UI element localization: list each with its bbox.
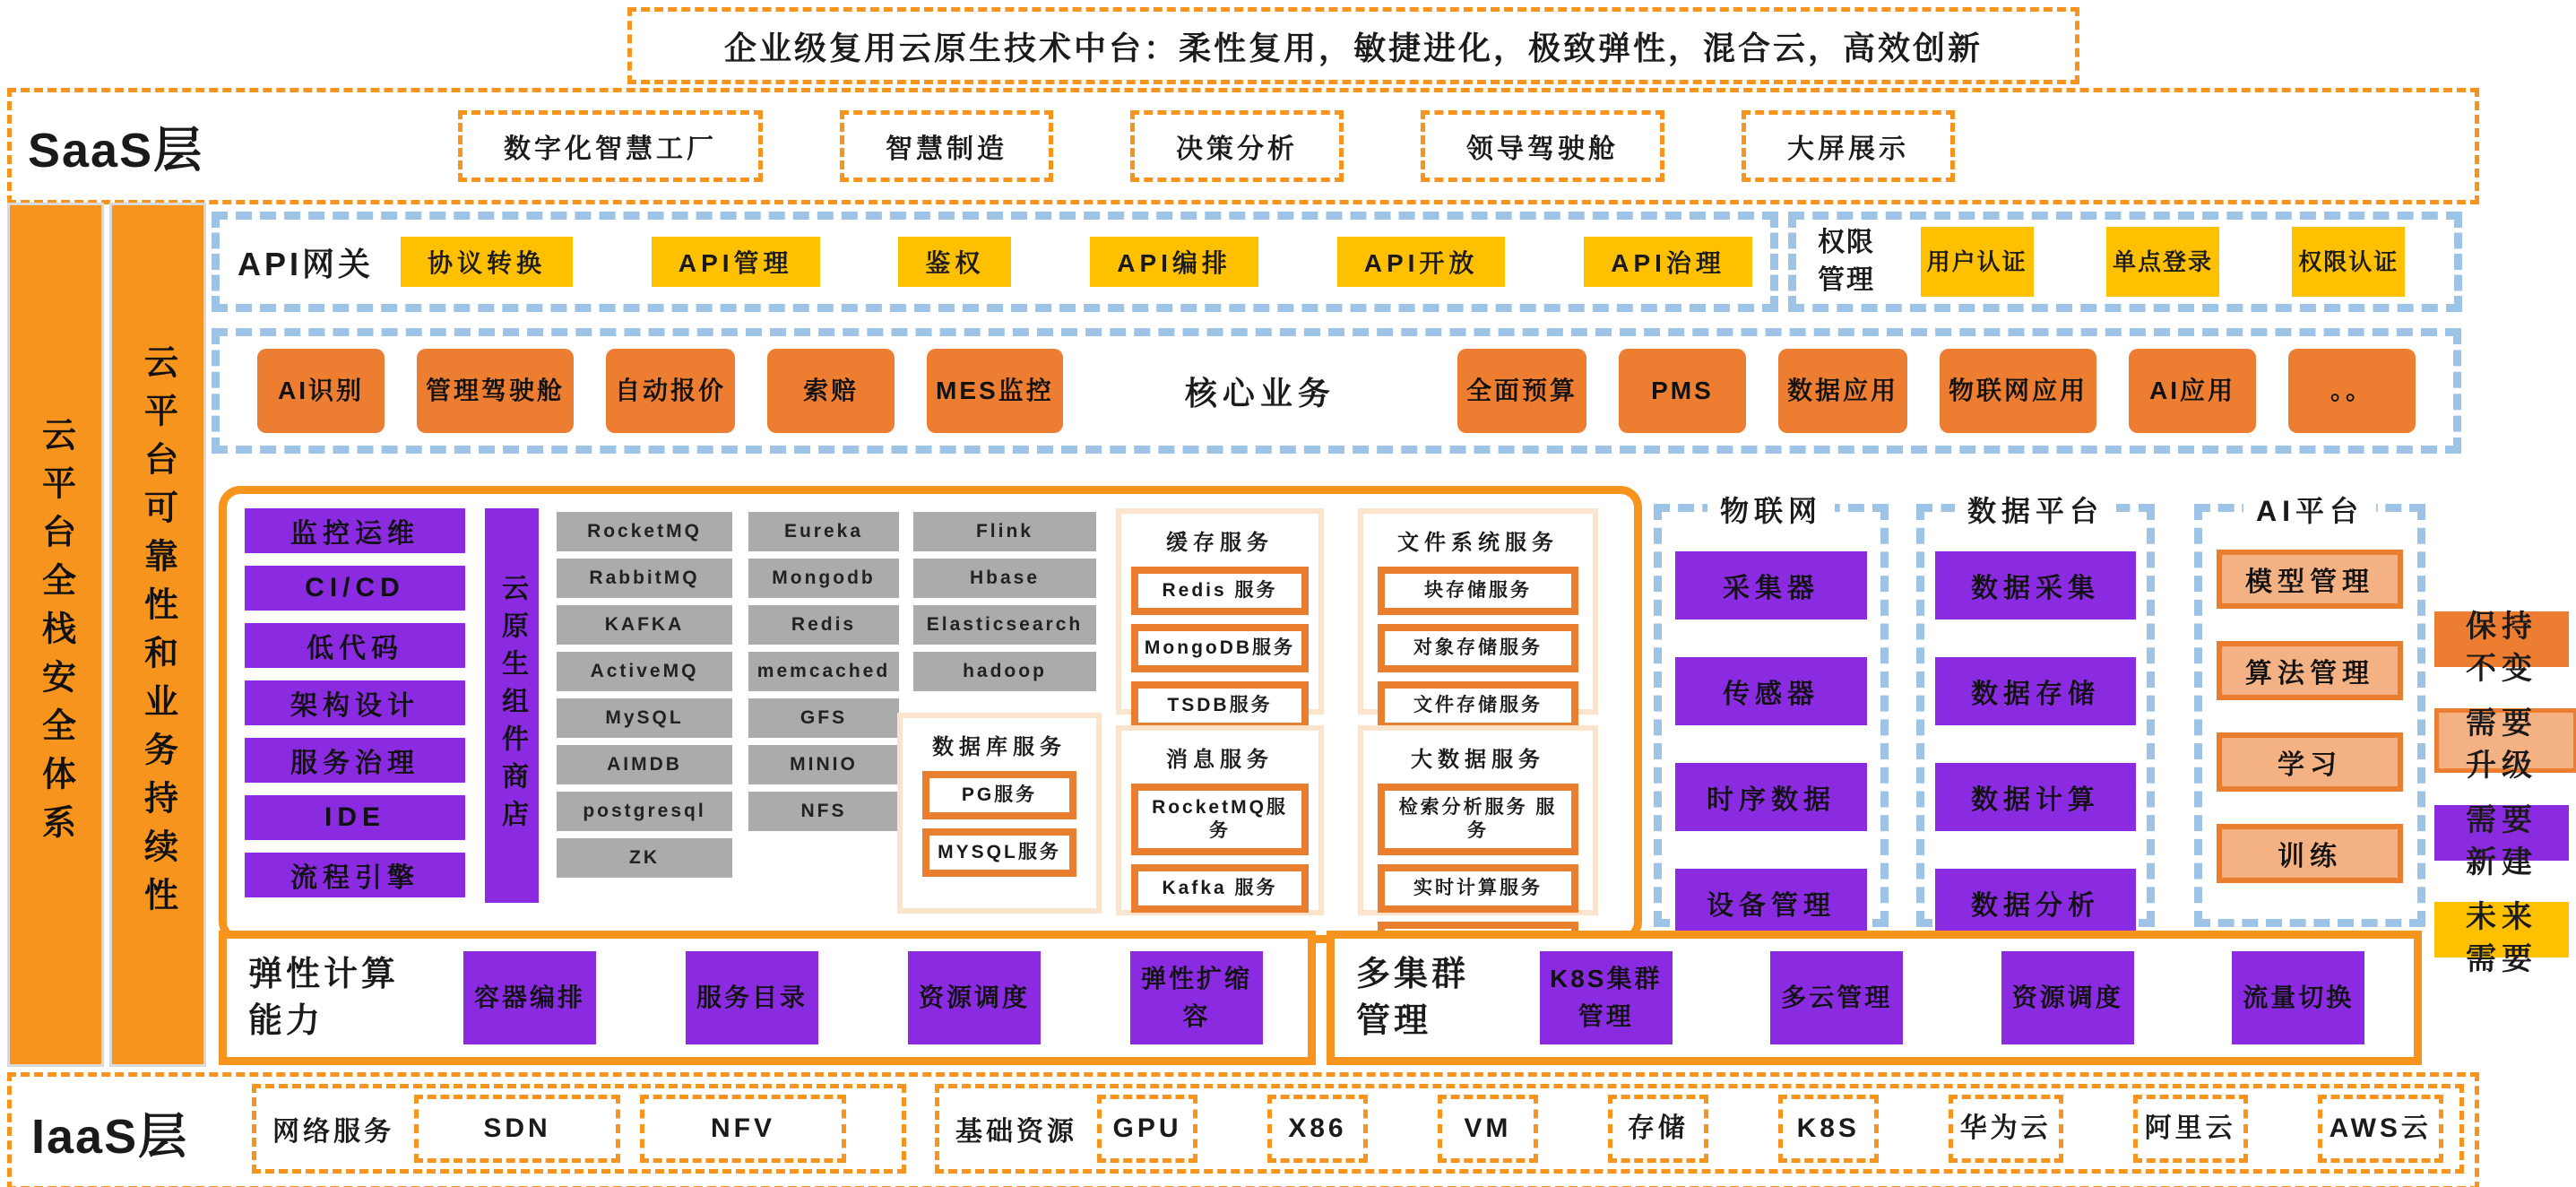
capability-label: 流程引擎 [290, 863, 419, 893]
service-label: PG服务 [961, 784, 1038, 805]
service-box [1378, 864, 1578, 913]
data-platform-feature-box [1935, 763, 2136, 831]
platform-capability-items [245, 508, 465, 897]
api-feature-box [1337, 237, 1506, 287]
data-platform-feature-label: 数据计算 [1971, 785, 2100, 815]
middleware-box [557, 652, 732, 691]
service-label: 检索分析服务 服务 [1398, 797, 1558, 841]
basic-resource-box-label: K8S [1796, 1113, 1860, 1143]
legend-item-label: 需要升级 [2466, 706, 2537, 783]
permission-section [1788, 212, 2462, 312]
legend-item [2434, 703, 2569, 800]
capability-box [245, 508, 465, 553]
capability-box [245, 853, 465, 897]
basic-resource-box-label: GPU [1112, 1113, 1182, 1143]
ai-feature-label: 训练 [2278, 842, 2342, 871]
multi-cluster-box [2001, 951, 2134, 1044]
ai-feature-box [2217, 641, 2403, 700]
api-feature-box [1584, 237, 1752, 287]
capability-label: 架构设计 [290, 691, 419, 721]
permission-items [1884, 227, 2442, 297]
middleware-box [557, 698, 732, 738]
core-business-box-label: 管理驾驶舱 [426, 377, 566, 404]
middleware-box [557, 838, 732, 878]
middleware-label: RocketMQ [587, 521, 702, 542]
api-gateway-section [212, 212, 1778, 312]
middleware-box [913, 559, 1096, 598]
multi-cluster-box-label: K8S集群管理 [1550, 965, 1663, 1030]
core-business-box [606, 349, 735, 433]
core-business-box [1457, 349, 1586, 433]
basic-resource-box [1778, 1095, 1879, 1163]
core-business-box-label: 自动报价 [615, 377, 727, 404]
capability-label: IDE [324, 802, 385, 832]
permission-feature-box [1921, 227, 2034, 297]
service-label: 文件存储服务 [1413, 695, 1543, 715]
core-business-right-items [1457, 349, 2416, 433]
permission-label: 权限管理 [1818, 228, 1875, 295]
service-box [1131, 624, 1309, 672]
saas-app-box [458, 110, 763, 182]
middleware-column-3 [913, 512, 1096, 691]
middleware-label: RabbitMQ [589, 568, 700, 588]
middleware-label: NFS [800, 801, 847, 821]
middleware-label: Hbase [969, 568, 1041, 588]
api-feature-label: API开放 [1363, 249, 1479, 277]
api-feature-label: 鉴权 [925, 249, 985, 277]
reliability-bar: 云平台可靠性和业务持续性 [109, 203, 206, 1067]
api-gateway-label: API网关 [238, 245, 375, 282]
network-resource-label: SDN [483, 1113, 551, 1143]
middleware-box [748, 792, 899, 831]
service-label: Kafka 服务 [1162, 878, 1278, 898]
ai-feature-label: 学习 [2278, 750, 2342, 780]
bigdata-service-group [1358, 725, 1598, 915]
ai-feature-box [2217, 550, 2403, 609]
data-platform-title: 数据平台 [1955, 489, 2116, 530]
saas-app-label: 领导驾驶舱 [1466, 134, 1619, 164]
api-feature-label: API治理 [1611, 249, 1725, 277]
basic-resource-box-label: VM [1464, 1113, 1512, 1143]
legend-item-label: 需要新建 [2466, 803, 2537, 879]
middleware-column-2 [748, 512, 899, 831]
middleware-box [557, 605, 732, 645]
permission-feature-box [2292, 227, 2405, 297]
service-box [1378, 784, 1578, 855]
middleware-column-1 [557, 512, 732, 878]
multi-cluster-box [2232, 951, 2364, 1044]
saas-app-box [1421, 110, 1664, 182]
ai-feature-label: 算法管理 [2245, 659, 2374, 689]
cache-service-group [1116, 508, 1324, 715]
data-platform-feature-box [1935, 551, 2136, 619]
bigdata-service-title: 大数据服务 [1411, 748, 1545, 772]
diagram-title-box [627, 7, 2079, 84]
middleware-label: ActiveMQ [590, 661, 699, 681]
permission-feature-box [2106, 227, 2219, 297]
core-business-box [2288, 349, 2416, 433]
ai-feature-box [2217, 732, 2403, 792]
filesystem-service-title: 文件系统服务 [1397, 531, 1559, 555]
middleware-label: memcached [756, 661, 891, 681]
core-business-box [2129, 349, 2256, 433]
service-box [1131, 784, 1309, 855]
core-business-box-label: 全面预算 [1465, 377, 1578, 404]
basic-resource-box [2133, 1095, 2248, 1163]
ai-feature-box [2217, 824, 2403, 883]
component-store-vertical-label: 云原生组件商店 [485, 508, 539, 903]
network-service-group [252, 1084, 906, 1174]
middleware-box [748, 745, 899, 784]
middleware-label: Mongodb [772, 568, 876, 588]
core-business-box [767, 349, 895, 433]
iot-feature-label: 传感器 [1723, 680, 1820, 709]
basic-resource-box-label: 华为云 [1959, 1113, 2052, 1143]
service-label: 块存储服务 [1424, 580, 1532, 601]
service-label: MYSQL服务 [938, 842, 1061, 862]
core-business-box-label: 索赔 [803, 377, 860, 404]
core-business-box [417, 349, 574, 433]
iaas-layer [7, 1072, 2479, 1187]
api-feature-box [1090, 237, 1258, 287]
capability-label: 低代码 [307, 634, 403, 663]
iot-feature-box [1675, 551, 1867, 619]
elastic-compute-box [908, 951, 1041, 1044]
service-box [1131, 567, 1309, 615]
legend-item-label: 未来需要 [2466, 900, 2537, 976]
service-box [1131, 864, 1309, 913]
middleware-label: GFS [800, 707, 848, 728]
core-business-label: 核心业务 [1184, 374, 1336, 412]
middleware-label: AIMDB [607, 754, 682, 775]
service-label: TSDB服务 [1167, 695, 1273, 715]
ai-platform-panel [2194, 495, 2425, 927]
basic-resource-group [935, 1084, 2464, 1174]
basic-resource-box-label: 阿里云 [2144, 1113, 2236, 1143]
saas-apps [458, 110, 1955, 182]
service-box [1378, 567, 1578, 615]
service-box [1378, 681, 1578, 730]
diagram-title: 企业级复用云原生技术中台：柔性复用，敏捷进化，极致弹性，混合云，高效创新 [723, 29, 1983, 66]
service-box [1378, 624, 1578, 672]
service-box [922, 771, 1076, 819]
service-box [922, 828, 1076, 877]
middleware-box [913, 512, 1096, 551]
capability-box [245, 795, 465, 840]
message-service-title: 消息服务 [1166, 748, 1274, 772]
core-business-box-label: AI识别 [277, 377, 364, 404]
basic-resource-box [1267, 1095, 1368, 1163]
middleware-box [748, 605, 899, 645]
middleware-box [557, 559, 732, 598]
saas-app-label: 大屏展示 [1787, 134, 1909, 164]
multi-cluster-box-label: 流量切换 [2243, 983, 2355, 1011]
basic-resource-label: 基础资源 [955, 1117, 1077, 1147]
capability-box [245, 680, 465, 725]
core-business-box [927, 349, 1063, 433]
api-feature-label: API管理 [678, 249, 793, 277]
iot-feature-box [1675, 657, 1867, 725]
core-business-box [1619, 349, 1746, 433]
multi-cluster-box-label: 资源调度 [2011, 983, 2123, 1011]
ai-feature-label: 模型管理 [2245, 568, 2374, 597]
core-business-box-label: MES监控 [936, 377, 1054, 404]
legend-item [2434, 800, 2569, 897]
saas-layer-label: SaaS层 [28, 123, 204, 178]
core-business-box-label: PMS [1651, 377, 1714, 404]
iaas-layer-label: IaaS层 [31, 1110, 189, 1164]
elastic-compute-box-label: 服务目录 [696, 983, 808, 1011]
api-feature-box [898, 237, 1011, 287]
iot-platform-title: 物联网 [1707, 489, 1835, 530]
database-service-group [897, 713, 1102, 914]
permission-feature-label: 单点登录 [2112, 248, 2213, 275]
core-business-box [1778, 349, 1907, 433]
saas-app-box [840, 110, 1053, 182]
basic-resource-box [1097, 1095, 1197, 1163]
core-business-box [257, 349, 385, 433]
basic-resource-box [1438, 1095, 1538, 1163]
permission-feature-label: 用户认证 [1926, 248, 2027, 275]
ai-platform-title: AI平台 [2243, 489, 2376, 530]
iot-feature-label: 设备管理 [1707, 891, 1836, 921]
middleware-box [557, 792, 732, 831]
elastic-compute-box-label: 容器编排 [473, 983, 585, 1011]
message-service-group [1116, 725, 1324, 915]
elastic-compute-box-label: 资源调度 [918, 983, 1030, 1011]
basic-resource-box [2318, 1095, 2443, 1163]
middleware-box [748, 698, 899, 738]
elastic-compute-box [463, 951, 596, 1044]
saas-layer [7, 88, 2479, 204]
data-platform-feature-label: 数据分析 [1971, 891, 2100, 921]
middleware-label: hadoop [963, 661, 1047, 681]
network-resource-box [414, 1095, 620, 1163]
capability-box [245, 738, 465, 783]
middleware-label: postgresql [583, 801, 706, 821]
legend-item [2434, 606, 2569, 703]
service-box [1131, 681, 1309, 730]
core-business-box-label: AI应用 [2148, 377, 2235, 404]
middleware-label: Eureka [783, 521, 864, 542]
service-label: RocketMQ服务 [1152, 797, 1288, 841]
multi-cluster-label: 多集群管理 [1356, 956, 1470, 1040]
elastic-compute-label: 弹性计算能力 [248, 956, 400, 1040]
elastic-compute-box [1130, 951, 1263, 1044]
middleware-box [748, 559, 899, 598]
core-business-box-label: 物联网应用 [1948, 377, 2088, 404]
network-resource-box [640, 1095, 846, 1163]
legend-item [2434, 897, 2569, 993]
basic-resource-box [1949, 1095, 2063, 1163]
elastic-compute-box-label: 弹性扩缩容 [1140, 965, 1252, 1030]
saas-app-label: 智慧制造 [886, 134, 1007, 164]
middleware-box [913, 605, 1096, 645]
filesystem-service-group [1358, 508, 1598, 715]
middleware-label: MINIO [790, 754, 858, 775]
core-business-box [1940, 349, 2096, 433]
multi-cluster-box [1540, 951, 1673, 1044]
service-label: Redis 服务 [1162, 580, 1278, 601]
network-resource-label: NFV [711, 1113, 775, 1143]
iot-feature-label: 采集器 [1723, 574, 1820, 603]
legend-item-label: 保持不变 [2466, 610, 2537, 686]
permission-feature-label: 权限认证 [2298, 248, 2399, 275]
iot-feature-box [1675, 869, 1867, 937]
middleware-label: KAFKA [604, 614, 685, 635]
middleware-box [748, 652, 899, 691]
component-store-section [219, 486, 1642, 943]
api-feature-box [652, 237, 820, 287]
core-business-box-label: 。。 [2330, 377, 2373, 404]
saas-app-label: 数字化智慧工厂 [504, 134, 717, 164]
security-system-bar: 云平台全栈安全体系 [7, 203, 104, 1067]
middleware-label: Flink [975, 521, 1033, 542]
middleware-label: Redis [791, 614, 857, 635]
middleware-box [748, 512, 899, 551]
basic-resource-box-label: AWS云 [2329, 1113, 2432, 1143]
data-platform-feature-label: 数据存储 [1971, 680, 2100, 709]
middleware-label: ZK [629, 847, 660, 868]
service-label: 实时计算服务 [1413, 878, 1543, 898]
saas-app-box [1742, 110, 1955, 182]
middleware-label: Elasticsearch [926, 614, 1084, 635]
capability-label: CI/CD [305, 573, 405, 602]
data-platform-panel [1916, 495, 2155, 927]
basic-resource-box-label: X86 [1288, 1113, 1347, 1143]
core-business-section [212, 328, 2461, 454]
service-label: 对象存储服务 [1413, 637, 1543, 658]
middleware-label: MySQL [605, 707, 684, 728]
data-platform-feature-box [1935, 869, 2136, 937]
basic-resource-box [1608, 1095, 1708, 1163]
cache-service-title: 缓存服务 [1166, 531, 1274, 555]
capability-box [245, 623, 465, 668]
api-feature-label: 协议转换 [428, 249, 547, 277]
elastic-compute-box [686, 951, 818, 1044]
capability-box [245, 566, 465, 611]
network-service-label: 网络服务 [272, 1117, 394, 1147]
data-platform-feature-label: 数据采集 [1971, 574, 2100, 603]
database-service-title: 数据库服务 [932, 735, 1067, 759]
multi-cluster-box [1770, 951, 1903, 1044]
capability-label: 监控运维 [290, 519, 419, 549]
elastic-compute-section [219, 931, 1316, 1065]
service-label: MongoDB服务 [1144, 637, 1296, 658]
api-feature-box [401, 237, 573, 287]
api-feature-label: API编排 [1117, 249, 1232, 277]
multi-cluster-section [1327, 931, 2422, 1065]
core-business-box-label: 数据应用 [1786, 377, 1898, 404]
capability-label: 服务治理 [290, 749, 419, 778]
middleware-box [557, 745, 732, 784]
core-business-left-items [257, 349, 1063, 433]
iot-feature-label: 时序数据 [1707, 785, 1836, 815]
api-gateway-items [401, 237, 1752, 287]
multi-cluster-box-label: 多云管理 [1781, 983, 1893, 1011]
basic-resource-box-label: 存储 [1627, 1113, 1689, 1143]
saas-app-box [1130, 110, 1344, 182]
iot-platform-panel [1654, 495, 1889, 927]
iot-feature-box [1675, 763, 1867, 831]
middleware-box [557, 512, 732, 551]
saas-app-label: 决策分析 [1176, 134, 1298, 164]
data-platform-feature-box [1935, 657, 2136, 725]
middleware-box [913, 652, 1096, 691]
legend [2434, 606, 2572, 1001]
